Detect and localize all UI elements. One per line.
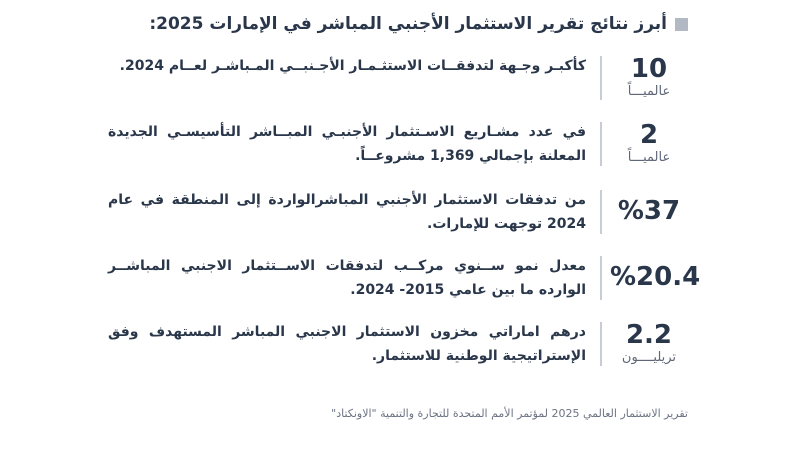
stat-block <box>610 120 688 174</box>
stat-row-cagr <box>108 248 701 308</box>
stat-unit: عالميـــاً <box>627 84 671 99</box>
stat-block <box>610 320 688 374</box>
stat-description: في عدد مشـاريع الاسـتثمار الأجنبـي المبــاشر التأسيسـي الجديدة المعلنة بإجمالي 1,369 مشروعــاً. <box>108 124 586 164</box>
divider <box>600 256 602 300</box>
stat-value: 2.2 <box>625 320 673 350</box>
stat-block <box>610 262 701 316</box>
stat-value: %37 <box>617 196 681 226</box>
stat-description: من تدفقات الاستثمار الأجنبي المباشرالواردة إلى المنطقة في عام 2024 توجهت للإمارات. <box>108 192 586 232</box>
stat-value: 10 <box>630 54 668 84</box>
stat-unit: تريليــــون <box>621 350 677 365</box>
stat-value: 2 <box>639 120 659 150</box>
stat-description: درهم اماراتي مخزون الاستثمار الاجنبي المباشر المستهدف وفق الإستراتيجية الوطنية للاستثمار. <box>108 324 586 364</box>
stat-row-rank-global <box>108 48 688 108</box>
divider <box>600 190 602 234</box>
divider <box>600 122 602 166</box>
divider <box>600 322 602 366</box>
stat-value: %20.4 <box>610 262 701 292</box>
stat-unit: عالميـــاً <box>627 150 671 165</box>
stat-row-fdi-stock <box>108 314 688 374</box>
divider <box>600 56 602 100</box>
stat-row-regional-share <box>108 182 688 242</box>
header <box>108 6 688 42</box>
stat-block <box>610 196 688 250</box>
source-footnote: تقرير الاستثمار العالمي 2025 لمؤتمر الأمم المتحدة للتجارة والتنمية "الاونكتاد" <box>331 407 688 420</box>
bullet-square-icon <box>675 18 688 31</box>
page-title: أبرز نتائج تقرير الاستثمار الأجنبي المباشر في الإمارات 2025: <box>149 14 667 34</box>
stat-description: كأكبـر وجـهة لتدفقــات الاستثـمـار الأجـنبــي المـباشـر لعــام 2024. <box>119 58 586 74</box>
stat-row-greenfield-rank <box>108 114 688 174</box>
stat-description: معدل نمو ســنوي مركــب لتدفقات الاســتثمار الاجنبي المباشــر الوارده ما بين عامي 2015- 2024. <box>108 258 586 298</box>
stat-block <box>610 54 688 108</box>
